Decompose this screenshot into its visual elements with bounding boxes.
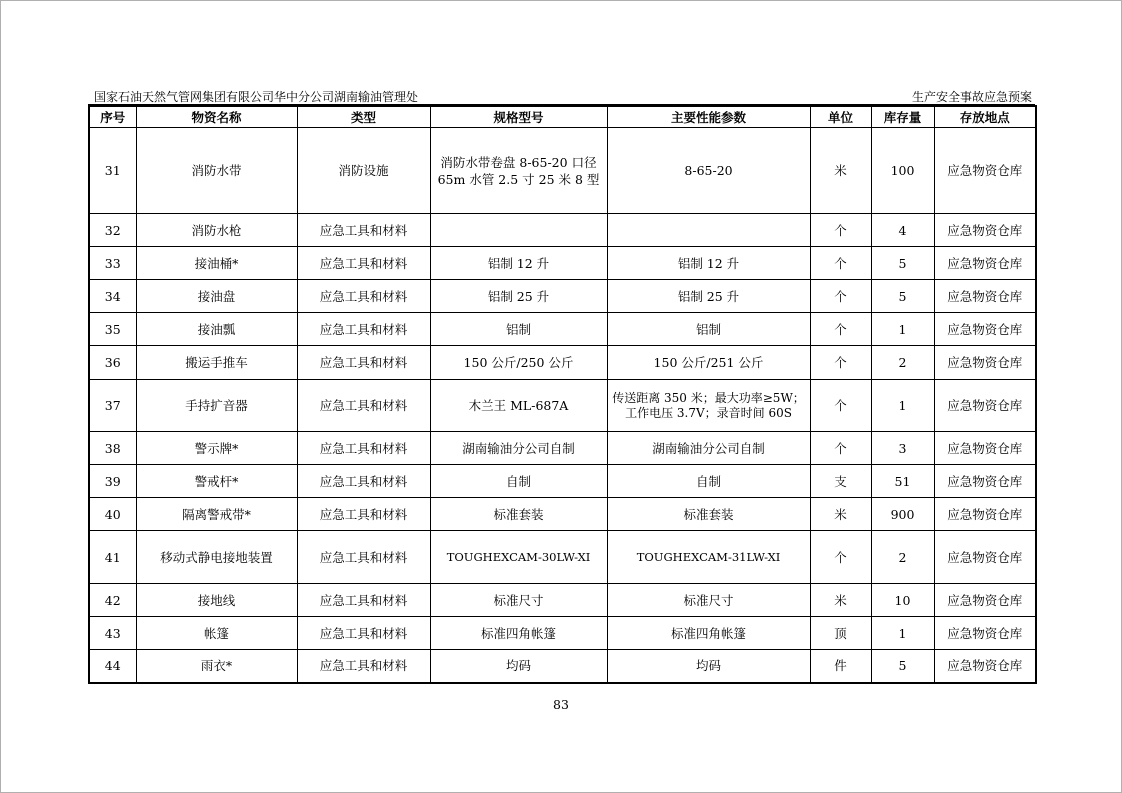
cell-qty: 4 (871, 214, 934, 247)
cell-qty: 1 (871, 380, 934, 432)
cell-unit: 个 (810, 531, 871, 584)
column-header-no: 序号 (89, 106, 136, 128)
table-row (89, 531, 1036, 584)
cell-param: 标准套装 (607, 498, 810, 531)
column-header-qty: 库存量 (871, 106, 934, 128)
cell-qty: 1 (871, 617, 934, 650)
table-row (89, 346, 1036, 380)
cell-unit: 个 (810, 346, 871, 380)
cell-qty: 2 (871, 346, 934, 380)
cell-unit: 个 (810, 313, 871, 346)
cell-spec: 木兰王 ML-687A (430, 380, 607, 432)
cell-name: 警戒杆* (136, 465, 297, 498)
cell-spec (430, 214, 607, 247)
cell-name: 接油盘 (136, 280, 297, 313)
cell-no: 42 (89, 584, 136, 617)
cell-qty: 5 (871, 280, 934, 313)
cell-no: 35 (89, 313, 136, 346)
cell-name: 隔离警戒带* (136, 498, 297, 531)
cell-no: 34 (89, 280, 136, 313)
cell-no: 39 (89, 465, 136, 498)
cell-spec: 消防水带卷盘 8-65-20 口径 65m 水管 2.5 寸 25 米 8 型 (430, 128, 607, 214)
cell-param: 8-65-20 (607, 128, 810, 214)
cell-param: 标准四角帐篷 (607, 617, 810, 650)
cell-spec: 标准尺寸 (430, 584, 607, 617)
cell-type: 应急工具和材料 (297, 313, 430, 346)
emergency-supplies-table (88, 105, 1037, 684)
cell-type: 应急工具和材料 (297, 380, 430, 432)
table-row (89, 313, 1036, 346)
cell-place: 应急物资仓库 (934, 650, 1036, 683)
cell-place: 应急物资仓库 (934, 247, 1036, 280)
cell-no: 41 (89, 531, 136, 584)
table-row (89, 584, 1036, 617)
cell-place: 应急物资仓库 (934, 498, 1036, 531)
cell-place: 应急物资仓库 (934, 313, 1036, 346)
cell-qty: 51 (871, 465, 934, 498)
cell-name: 帐篷 (136, 617, 297, 650)
cell-name: 消防水带 (136, 128, 297, 214)
cell-type: 应急工具和材料 (297, 584, 430, 617)
cell-place: 应急物资仓库 (934, 617, 1036, 650)
cell-param: 传送距离 350 米；最大功率≥5W；工作电压 3.7V；录音时间 60S (607, 380, 810, 432)
cell-name: 搬运手推车 (136, 346, 297, 380)
cell-name: 警示牌* (136, 432, 297, 465)
cell-unit: 个 (810, 280, 871, 313)
cell-qty: 3 (871, 432, 934, 465)
table-row (89, 617, 1036, 650)
column-header-place: 存放地点 (934, 106, 1036, 128)
cell-spec: 均码 (430, 650, 607, 683)
cell-place: 应急物资仓库 (934, 128, 1036, 214)
cell-param: 均码 (607, 650, 810, 683)
cell-spec: 150 公斤/250 公斤 (430, 346, 607, 380)
organization-header: 国家石油天然气管网集团有限公司华中分公司湖南输油管理处 (94, 90, 419, 104)
cell-param (607, 214, 810, 247)
table-header-row (89, 106, 1036, 128)
table-row (89, 650, 1036, 683)
column-header-spec: 规格型号 (430, 106, 607, 128)
cell-place: 应急物资仓库 (934, 584, 1036, 617)
cell-place: 应急物资仓库 (934, 531, 1036, 584)
page-number: 83 (553, 697, 569, 712)
cell-name: 接地线 (136, 584, 297, 617)
cell-spec: 铝制 25 升 (430, 280, 607, 313)
cell-spec: 铝制 (430, 313, 607, 346)
cell-no: 43 (89, 617, 136, 650)
cell-spec: 自制 (430, 465, 607, 498)
cell-type: 应急工具和材料 (297, 498, 430, 531)
cell-name: 接油桶* (136, 247, 297, 280)
cell-no: 44 (89, 650, 136, 683)
table-row (89, 465, 1036, 498)
cell-qty: 900 (871, 498, 934, 531)
cell-no: 36 (89, 346, 136, 380)
table-row (89, 247, 1036, 280)
cell-type: 应急工具和材料 (297, 214, 430, 247)
cell-type: 应急工具和材料 (297, 617, 430, 650)
cell-spec: 铝制 12 升 (430, 247, 607, 280)
column-header-type: 类型 (297, 106, 430, 128)
cell-no: 31 (89, 128, 136, 214)
cell-unit: 个 (810, 247, 871, 280)
cell-param: 铝制 12 升 (607, 247, 810, 280)
column-header-unit: 单位 (810, 106, 871, 128)
cell-spec: 标准套装 (430, 498, 607, 531)
cell-unit: 米 (810, 128, 871, 214)
cell-qty: 5 (871, 247, 934, 280)
cell-unit: 米 (810, 584, 871, 617)
cell-no: 37 (89, 380, 136, 432)
cell-no: 33 (89, 247, 136, 280)
table-row (89, 498, 1036, 531)
column-header-name: 物资名称 (136, 106, 297, 128)
table-row (89, 214, 1036, 247)
cell-qty: 5 (871, 650, 934, 683)
cell-name: 接油瓢 (136, 313, 297, 346)
cell-spec: 标准四角帐篷 (430, 617, 607, 650)
cell-place: 应急物资仓库 (934, 465, 1036, 498)
cell-place: 应急物资仓库 (934, 346, 1036, 380)
cell-unit: 个 (810, 380, 871, 432)
cell-spec: TOUGHEXCAM-30LW-XI (430, 531, 607, 584)
document-title-header: 生产安全事故应急预案 (911, 90, 1032, 104)
cell-param: 铝制 (607, 313, 810, 346)
cell-name: 消防水枪 (136, 214, 297, 247)
cell-place: 应急物资仓库 (934, 280, 1036, 313)
cell-no: 40 (89, 498, 136, 531)
cell-place: 应急物资仓库 (934, 214, 1036, 247)
cell-param: 自制 (607, 465, 810, 498)
cell-type: 应急工具和材料 (297, 465, 430, 498)
cell-qty: 1 (871, 313, 934, 346)
table-row (89, 128, 1036, 214)
cell-no: 32 (89, 214, 136, 247)
cell-qty: 2 (871, 531, 934, 584)
cell-type: 应急工具和材料 (297, 346, 430, 380)
cell-type: 应急工具和材料 (297, 280, 430, 313)
cell-spec: 湖南输油分公司自制 (430, 432, 607, 465)
cell-unit: 米 (810, 498, 871, 531)
cell-qty: 100 (871, 128, 934, 214)
cell-unit: 件 (810, 650, 871, 683)
cell-param: 湖南输油分公司自制 (607, 432, 810, 465)
cell-unit: 支 (810, 465, 871, 498)
table-row (89, 280, 1036, 313)
cell-param: 150 公斤/251 公斤 (607, 346, 810, 380)
cell-type: 消防设施 (297, 128, 430, 214)
cell-param: TOUGHEXCAM-31LW-XI (607, 531, 810, 584)
cell-type: 应急工具和材料 (297, 247, 430, 280)
cell-name: 手持扩音器 (136, 380, 297, 432)
cell-unit: 顶 (810, 617, 871, 650)
cell-type: 应急工具和材料 (297, 432, 430, 465)
cell-qty: 10 (871, 584, 934, 617)
cell-param: 铝制 25 升 (607, 280, 810, 313)
cell-unit: 个 (810, 432, 871, 465)
table-row (89, 432, 1036, 465)
cell-place: 应急物资仓库 (934, 380, 1036, 432)
cell-place: 应急物资仓库 (934, 432, 1036, 465)
cell-no: 38 (89, 432, 136, 465)
cell-name: 移动式静电接地装置 (136, 531, 297, 584)
cell-unit: 个 (810, 214, 871, 247)
cell-type: 应急工具和材料 (297, 650, 430, 683)
column-header-param: 主要性能参数 (607, 106, 810, 128)
cell-type: 应急工具和材料 (297, 531, 430, 584)
cell-name: 雨衣* (136, 650, 297, 683)
table-row (89, 380, 1036, 432)
cell-param: 标准尺寸 (607, 584, 810, 617)
